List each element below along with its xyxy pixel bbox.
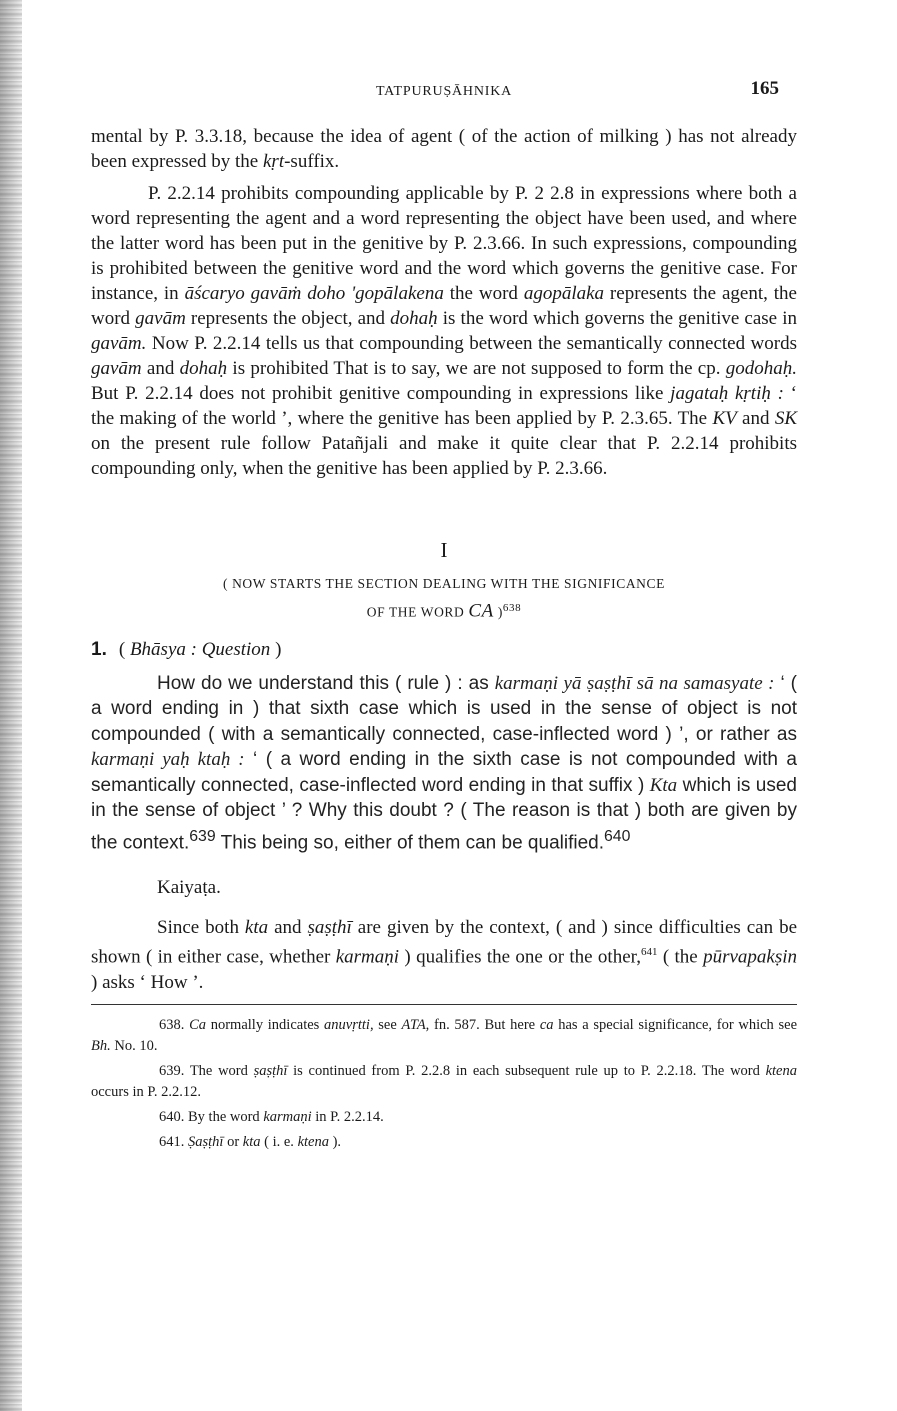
footnote-ref-641: 641 xyxy=(640,946,658,959)
running-title: TATPURUṢĀHNIKA xyxy=(375,84,513,99)
scan-edge-shadow xyxy=(0,0,22,1411)
bhasya-label: 1. ( Bhāsya : Question ) xyxy=(91,638,282,660)
running-header xyxy=(91,78,797,108)
bhasya-text: How do we understand this ( rule ) : as karmaṇi yā ṣaṣṭhī sā na samasyate : ‘ ( a word ending in ) that sixth case which is used in the sense of object is not compounded ( with a semantically connected, case-inflected word ) ’, or rather as karmaṇi yaḥ ktaḥ : ‘ ( a word ending in the sixth case is not compounded with a semantically connected, case-inflected word ending in that suffix ) Kta which is used in the sense of object ’ ? Why this doubt ? ( The reason is that ) both are given by the context.$^{639}$ This being so, either of them can be qualified.$^{640}$ xyxy=(91,672,798,853)
footnote-ref-639: 639 xyxy=(189,827,216,845)
kaiyata-text: Since both kta and ṣaṣṭhī are given by the context, ( and ) since difficulties can be shown ( in either case, whether karmaṇi ) qualifies the one or the other,$^{641}$ ( the pūrvapakṣin ) asks ‘ How ’. xyxy=(91,917,797,993)
footnote-638: 638. Ca normally indicates anuvṛtti, see ATA, fn. 587. But here ca has a special significance, for which see Bh. No. 10. xyxy=(91,1016,798,1054)
kaiyata-label: Kaiyaṭa. xyxy=(157,877,221,899)
footnote-639: 639. The word ṣaṣṭhī is continued from P. 2.2.8 in each subsequent rule up to P. 2.2.18. The word ktena occurs in P. 2.2.12. xyxy=(91,1062,797,1100)
section-heading-line-2: OF THE WORD CA )$^{638}$ xyxy=(366,600,522,622)
page-number: 165 xyxy=(750,78,779,99)
paragraph-2: P. 2.2.14 prohibits compounding applicable by P. 2 2.8 in expressions where both a word representing the agent and a word representing the object have been used, and where the latter word has been put in the genitive by P. 2.3.66. In such expressions, compounding is prohibited between the genitive word and the word which governs the genitive case. For instance, in āścaryo gavāṁ doho 'gopālakena the word agopālaka represents the agent, the word gavām represents the object, and dohaḥ is the word which governs the genitive case in gavām. Now P. 2.2.14 tells us that compounding between the semantically connected words gavām and dohaḥ is prohibited That is to say, we are not supposed to form the cp. godohaḥ. But P. 2.2.14 does not prohibit genitive compounding in expressions like jagataḥ kṛtiḥ : ‘ the making of the world ’, where the genitive has been applied by P. 2.3.65. The KV and SK on the present rule follow Patañjali and make it quite clear that P. 2.2.14 prohibits compounding only, when the genitive has been applied by P. 2.3.66. xyxy=(91,183,798,479)
footnote-divider xyxy=(91,1004,797,1005)
paragraph-1: mental by P. 3.3.18, because the idea of agent ( of the action of milking ) has not already been expressed by the kṛt-suffix. xyxy=(91,126,797,172)
footnote-641: 641. Ṣaṣṭhī or kta ( i. e. ktena ). xyxy=(159,1133,342,1150)
footnote-ref-640: 640 xyxy=(604,827,631,845)
section-heading xyxy=(91,571,797,625)
section-heading-line-1: ( NOW STARTS THE SECTION DEALING WITH THE SIGNIFICANCE xyxy=(223,576,665,591)
footnote-ref-638: 638 xyxy=(502,602,522,614)
footnote-640: 640. By the word karmaṇi in P. 2.2.14. xyxy=(159,1108,384,1125)
section-numeral: I xyxy=(440,538,448,562)
document-page xyxy=(91,78,797,1153)
